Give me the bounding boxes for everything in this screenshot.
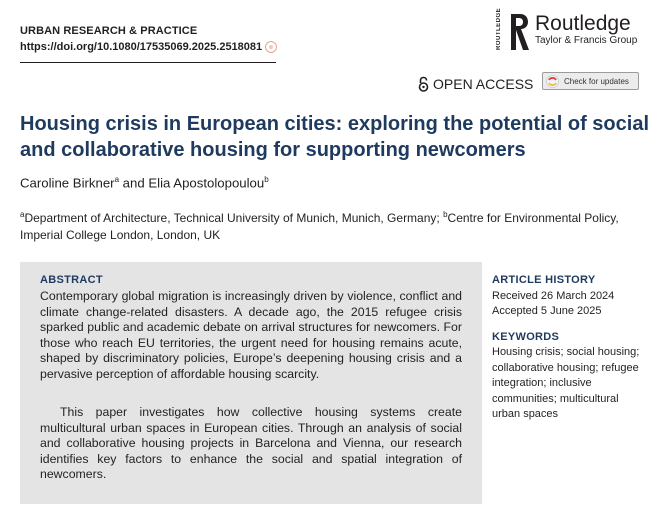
abstract-paragraph-2: This paper investigates how collective housing systems create multicultural urban spaces in European cities. Through an analysis of social and collaborative housing projects in Barcelona and Vienna, our research identifies key factors to enhance the social and spatial integration of newcomers.	[40, 405, 462, 481]
routledge-logo-icon	[508, 12, 530, 52]
accepted-date: Accepted 5 June 2025	[492, 305, 602, 317]
affiliations	[20, 207, 650, 243]
authors	[20, 175, 269, 190]
article-history-heading: ARTICLE HISTORY	[492, 274, 596, 286]
author-conjunction: and	[119, 175, 149, 191]
publisher-vertical-label: ROUTLEDGE	[496, 7, 502, 50]
author-2[interactable]: Elia Apostolopoulou	[148, 175, 265, 191]
header-rule	[20, 62, 276, 63]
author-2-affil-mark: b	[264, 175, 269, 184]
publisher-logo	[496, 7, 638, 52]
affil-a: Department of Architecture, Technical University of Munich, Munich, Germany;	[24, 211, 444, 225]
affil-b-mark: b	[443, 210, 448, 219]
journal-name: URBAN RESEARCH & PRACTICE	[20, 25, 198, 37]
crossmark-icon[interactable]	[265, 41, 277, 53]
publisher-name: Routledge	[535, 12, 631, 35]
doi-link[interactable]: https://doi.org/10.1080/17535069.2025.2518081	[20, 41, 263, 53]
received-date: Received 26 March 2024	[492, 290, 615, 302]
check-updates-icon	[546, 75, 559, 88]
article-title: Housing crisis in European cities: exploring the potential of social and collaborative housing for supporting newcomers	[20, 113, 649, 161]
doi-line	[20, 41, 277, 53]
publisher-text	[535, 13, 637, 47]
affil-a-mark: a	[20, 210, 25, 219]
check-updates-label: Check for updates	[564, 76, 629, 86]
author-1-affil-mark: a	[114, 175, 120, 184]
keywords-heading: KEYWORDS	[492, 331, 560, 343]
abstract-heading: ABSTRACT	[40, 274, 103, 286]
keywords-list: Housing crisis; social housing; collaborative housing; refugee integration; inclusive communities; multicultural urban spaces	[492, 346, 640, 420]
author-1[interactable]: Caroline Birkner	[20, 175, 115, 191]
open-access-label	[418, 76, 533, 92]
affil-b: Centre for Environmental Policy, Imperial College London, London, UK	[20, 211, 619, 242]
open-lock-icon	[418, 76, 429, 92]
check-updates-button[interactable]	[542, 72, 639, 90]
publisher-group: Taylor & Francis Group	[535, 35, 638, 46]
open-access-text: OPEN ACCESS	[433, 76, 534, 92]
abstract-paragraph-1: Contemporary global migration is increasingly driven by violence, conflict and climate change-related disasters. A decade ago, the 2015 refugee crisis sparked public and academic debate on arrival structures for newcomers. For those who reach EU territories, the urgent need for housing remains acute, shaped by discriminatory policies, Europe’s deepening housing crisis and a pervasive perception of affordable housing scarcity.	[40, 289, 462, 381]
